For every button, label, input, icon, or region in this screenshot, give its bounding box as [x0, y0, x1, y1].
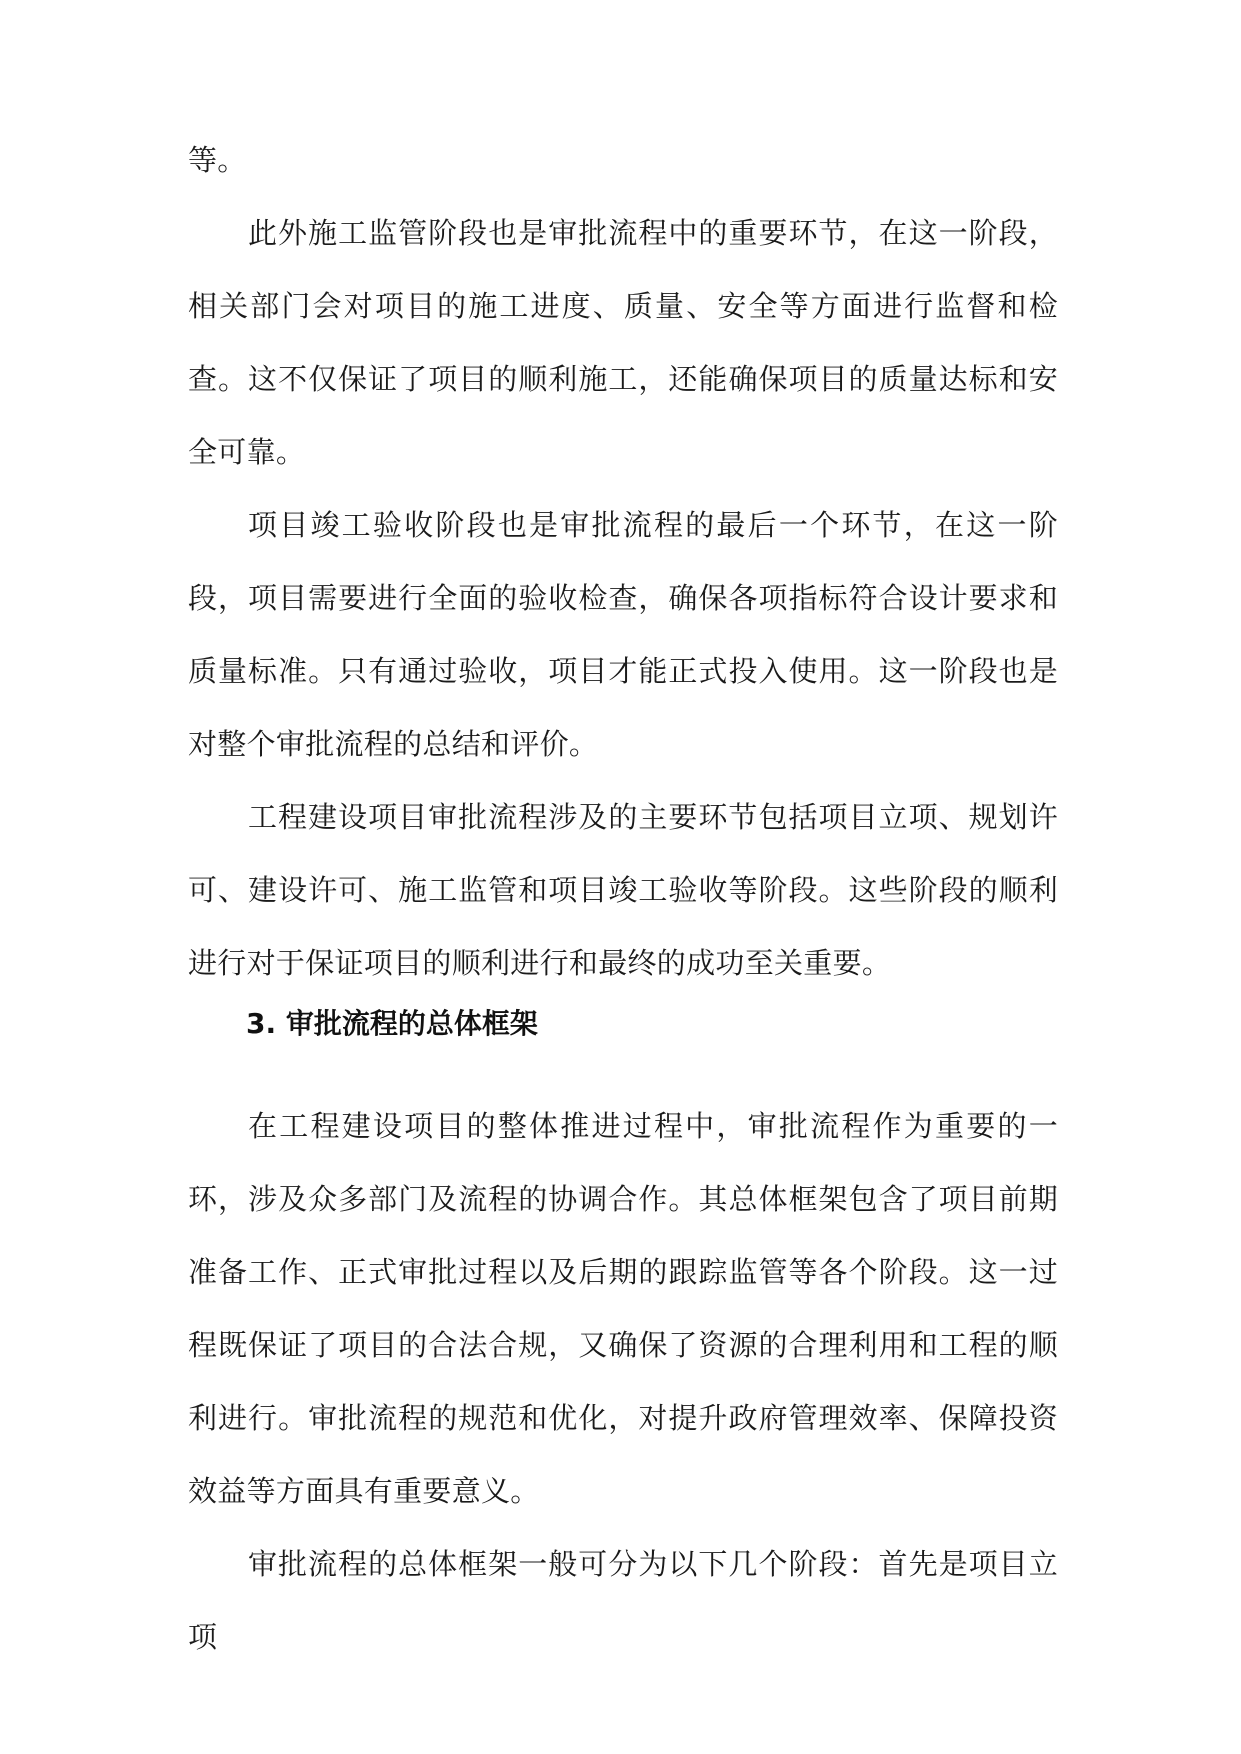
paragraph-continuation: 等。: [188, 143, 247, 177]
section-heading: 3. 审批流程的总体框架: [246, 1007, 538, 1040]
text-block-lower: [188, 1090, 1058, 1674]
paragraph-construction-supervision: 此外施工监管阶段也是审批流程中的重要环节，在这一阶段，相关部门会对项目的施工进度、质量、安全等方面进行监督和检查。这不仅保证了项目的顺利施工，还能确保项目的质量达标和安全可靠。: [188, 216, 1058, 469]
paragraph-main-stages-summary: 工程建设项目审批流程涉及的主要环节包括项目立项、规划许可、建设许可、施工监管和项目竣工验收等阶段。这些阶段的顺利进行对于保证项目的顺利进行和最终的成功至关重要。: [188, 800, 1058, 980]
paragraph-framework-stages: 审批流程的总体框架一般可分为以下几个阶段：首先是项目立项: [188, 1547, 1058, 1654]
paragraph-overall-framework: 在工程建设项目的整体推进过程中，审批流程作为重要的一环，涉及众多部门及流程的协调合作。其总体框架包含了项目前期准备工作、正式审批过程以及后期的跟踪监管等各个阶段。这一过程既保证了项目的合法合规，又确保了资源的合理利用和工程的顺利进行。审批流程的规范和优化，对提升政府管理效率、保障投资效益等方面具有重要意义。: [188, 1109, 1058, 1508]
paragraph-completion-acceptance: 项目竣工验收阶段也是审批流程的最后一个环节，在这一阶段，项目需要进行全面的验收检查，确保各项指标符合设计要求和质量标准。只有通过验收，项目才能正式投入使用。这一阶段也是对整个审批流程的总结和评价。: [188, 508, 1058, 761]
text-block-upper: [188, 124, 1058, 1000]
